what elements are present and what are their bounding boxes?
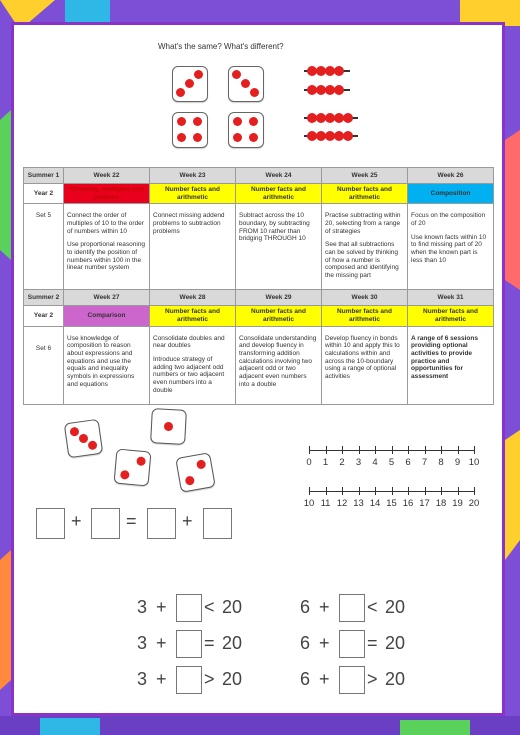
relation-symbol: < bbox=[204, 597, 215, 617]
number-line-tick bbox=[425, 487, 426, 495]
die-pip bbox=[164, 422, 173, 431]
number-line-tick bbox=[441, 446, 442, 454]
topic-cell: Number facts and arithmetic bbox=[408, 306, 494, 326]
die-pip bbox=[250, 88, 259, 97]
plus-sign: + bbox=[156, 633, 167, 653]
number-line-10-20 bbox=[303, 487, 480, 517]
bead bbox=[343, 131, 353, 141]
total: 20 bbox=[385, 669, 406, 689]
die-four bbox=[172, 112, 208, 148]
number-line-tick bbox=[474, 487, 475, 495]
number-line-tick bbox=[342, 446, 343, 454]
number-line-label: 17 bbox=[419, 498, 430, 509]
number-line-label: 3 bbox=[355, 457, 362, 468]
number-line-label: 19 bbox=[452, 498, 463, 509]
answer-box[interactable] bbox=[176, 630, 202, 658]
die-pip bbox=[233, 133, 242, 142]
bead bbox=[334, 85, 344, 95]
week-header: Week 25 bbox=[322, 168, 408, 184]
term-label: Summer 1 bbox=[24, 168, 64, 184]
table-row bbox=[24, 168, 494, 184]
week-header: Week 24 bbox=[236, 168, 322, 184]
term-label: Summer 2 bbox=[24, 290, 64, 306]
answer-box[interactable] bbox=[176, 594, 202, 622]
die-one bbox=[150, 408, 187, 445]
number-line-tick bbox=[326, 446, 327, 454]
week-header: Week 29 bbox=[236, 290, 322, 306]
die-two bbox=[114, 449, 152, 487]
cell-text: See that all subtractions can be solved by thinking of how a number is composed and identifying the missing part bbox=[325, 241, 399, 279]
relation-symbol: < bbox=[367, 597, 378, 617]
die-pip bbox=[87, 440, 97, 450]
number-line-label: 12 bbox=[336, 498, 348, 509]
cell-text: Consolidate understanding and develop fluency in transforming addition calculations involving two adjacent odd or two adjacent even numbers into a double bbox=[239, 334, 317, 388]
number-line-tick bbox=[408, 446, 409, 454]
cell-text: Develop fluency in bonds within 10 and apply this to calculations within and across the 10-boundary using a range of optional activities bbox=[325, 334, 400, 380]
number-line-tick bbox=[425, 446, 426, 454]
number-line-tick bbox=[392, 487, 393, 495]
number-line-tick bbox=[326, 487, 327, 495]
addend: 6 bbox=[300, 669, 311, 689]
number-line-label: 15 bbox=[386, 498, 397, 509]
cell-text: Subtract across the 10 boundary, by subtracting FROM 10 rather than bridging THROUGH 10 bbox=[239, 212, 310, 243]
question-text: What's the same? What's different? bbox=[158, 42, 284, 51]
number-line-label: 8 bbox=[438, 457, 444, 468]
cell-text: Focus on the composition of 20 bbox=[411, 212, 486, 227]
die-pip bbox=[232, 70, 241, 79]
table-row bbox=[24, 326, 494, 404]
die-pip bbox=[185, 79, 194, 88]
plus-sign: + bbox=[319, 669, 330, 689]
cell-text: Practise subtracting within 20, selecting from a range of strategies bbox=[325, 212, 401, 235]
answer-box[interactable] bbox=[203, 508, 232, 539]
topic-cell: Counting, multiples and patterns bbox=[64, 184, 150, 204]
topic-cell: Number facts and arithmetic bbox=[322, 306, 408, 326]
bead-string bbox=[304, 85, 350, 95]
total: 20 bbox=[385, 597, 406, 617]
answer-box[interactable] bbox=[339, 630, 365, 658]
number-line-tick bbox=[441, 487, 442, 495]
relation-symbol: = bbox=[204, 633, 215, 653]
die-pip bbox=[69, 427, 79, 437]
topic-cell: Number facts and arithmetic bbox=[150, 184, 236, 204]
number-line-0-10 bbox=[306, 446, 480, 476]
topic-cell: Composition bbox=[408, 184, 494, 204]
relation-symbol: > bbox=[367, 669, 378, 689]
die-pip bbox=[249, 117, 258, 126]
topic-cell: Number facts and arithmetic bbox=[236, 184, 322, 204]
addend: 3 bbox=[137, 669, 148, 689]
set-label: Set 6 bbox=[24, 326, 64, 404]
cell-text: Use knowledge of composition to reason about expressions and equations and use the equals and inequality symbols in expressions and equations bbox=[67, 334, 135, 388]
content-cell bbox=[150, 204, 236, 290]
week-header: Week 30 bbox=[322, 290, 408, 306]
set-label: Set 5 bbox=[24, 204, 64, 290]
number-line-tick bbox=[342, 487, 343, 495]
number-line-label: 20 bbox=[468, 498, 480, 509]
answer-box[interactable] bbox=[91, 508, 120, 539]
cell-text: A range of 6 sessions providing optional activities to provide practice and opportunities for assessment bbox=[411, 334, 478, 380]
year-label: Year 2 bbox=[24, 306, 64, 326]
bead-string bbox=[304, 66, 350, 76]
cell-text: Use known facts within 10 to find missing part of 20 when the known part is less than 10 bbox=[411, 233, 487, 264]
cell-text: Consolidate doubles and near doubles bbox=[153, 334, 225, 350]
content-cell bbox=[322, 204, 408, 290]
number-line-tick bbox=[458, 487, 459, 495]
relation-symbol: = bbox=[367, 633, 378, 653]
content-cell bbox=[408, 326, 494, 404]
curriculum-table bbox=[23, 167, 494, 405]
number-line-label: 11 bbox=[320, 498, 331, 509]
total: 20 bbox=[222, 633, 243, 653]
die-three bbox=[172, 66, 208, 102]
bead bbox=[343, 113, 353, 123]
content-cell bbox=[64, 204, 150, 290]
die-pip bbox=[241, 79, 250, 88]
number-line-label: 2 bbox=[339, 457, 345, 468]
cell-text: Use proportional reasoning to identify the position of numbers within 100 in the linear number system bbox=[67, 241, 146, 272]
number-line-tick bbox=[474, 446, 475, 454]
addend: 3 bbox=[137, 597, 148, 617]
die-pip bbox=[177, 117, 186, 126]
die-pip bbox=[185, 475, 195, 485]
die-pip bbox=[136, 456, 146, 466]
plus-sign: + bbox=[156, 597, 167, 617]
table-row bbox=[24, 306, 494, 326]
relation-symbol: > bbox=[204, 669, 215, 689]
die-pip bbox=[196, 459, 206, 469]
topic-cell: Number facts and arithmetic bbox=[322, 184, 408, 204]
content-cell bbox=[150, 326, 236, 404]
table-row bbox=[24, 184, 494, 204]
content-cell bbox=[64, 326, 150, 404]
number-line-label: 1 bbox=[322, 457, 329, 468]
plus-sign: + bbox=[156, 669, 167, 689]
week-header: Week 27 bbox=[64, 290, 150, 306]
plus-sign: + bbox=[319, 597, 330, 617]
number-line-label: 7 bbox=[421, 457, 428, 468]
answer-box[interactable] bbox=[36, 508, 65, 539]
number-line-label: 16 bbox=[402, 498, 414, 509]
content-cell bbox=[408, 204, 494, 290]
table-row bbox=[24, 290, 494, 306]
addend: 3 bbox=[137, 633, 148, 653]
total: 20 bbox=[385, 633, 406, 653]
number-line-tick bbox=[392, 446, 393, 454]
number-line-tick bbox=[375, 487, 376, 495]
number-line-label: 14 bbox=[369, 498, 381, 509]
die-pip bbox=[194, 70, 203, 79]
content-cell bbox=[236, 204, 322, 290]
die-two bbox=[175, 452, 216, 493]
number-line-label: 10 bbox=[468, 457, 480, 468]
bead bbox=[334, 66, 344, 76]
number-line-tick bbox=[309, 487, 310, 495]
week-header: Week 22 bbox=[64, 168, 150, 184]
total: 20 bbox=[222, 597, 243, 617]
answer-box[interactable] bbox=[176, 666, 202, 694]
number-line-label: 18 bbox=[435, 498, 447, 509]
addend: 6 bbox=[300, 633, 311, 653]
cell-text: Introduce strategy of adding two adjacent odd numbers or two adjacent even numbers into a double bbox=[153, 355, 225, 394]
answer-box[interactable] bbox=[147, 508, 176, 539]
content-cell bbox=[322, 326, 408, 404]
year-label: Year 2 bbox=[24, 184, 64, 204]
number-line-label: 4 bbox=[372, 457, 378, 468]
plus-sign: + bbox=[319, 633, 330, 653]
die-three bbox=[64, 419, 104, 459]
number-line-tick bbox=[458, 446, 459, 454]
topic-cell: Comparison bbox=[64, 306, 150, 326]
cell-text: Connect missing addend problems to subtraction problems bbox=[153, 212, 225, 235]
answer-box[interactable] bbox=[339, 594, 365, 622]
content-cell bbox=[236, 326, 322, 404]
number-line-label: 9 bbox=[454, 457, 461, 468]
answer-box[interactable] bbox=[339, 666, 365, 694]
number-line-tick bbox=[359, 446, 360, 454]
die-pip bbox=[177, 133, 186, 142]
number-line-tick bbox=[375, 446, 376, 454]
die-four bbox=[228, 112, 264, 148]
die-pip bbox=[193, 117, 202, 126]
die-pip bbox=[193, 133, 202, 142]
total: 20 bbox=[222, 669, 243, 689]
number-line-label: 0 bbox=[306, 457, 312, 468]
week-header: Week 28 bbox=[150, 290, 236, 306]
addend: 6 bbox=[300, 597, 311, 617]
die-pip bbox=[120, 470, 130, 480]
die-pip bbox=[78, 433, 88, 443]
topic-cell: Number facts and arithmetic bbox=[150, 306, 236, 326]
table-row bbox=[24, 204, 494, 290]
plus-sign: + bbox=[71, 511, 82, 531]
week-header: Week 26 bbox=[408, 168, 494, 184]
week-header: Week 23 bbox=[150, 168, 236, 184]
week-header: Week 31 bbox=[408, 290, 494, 306]
die-pip bbox=[249, 133, 258, 142]
topic-cell: Number facts and arithmetic bbox=[236, 306, 322, 326]
number-line-label: 6 bbox=[405, 457, 411, 468]
die-pip bbox=[176, 88, 185, 97]
number-line-tick bbox=[408, 487, 409, 495]
die-pip bbox=[233, 117, 242, 126]
equals-sign: = bbox=[126, 511, 137, 531]
bead-string bbox=[304, 113, 358, 123]
number-line-tick bbox=[359, 487, 360, 495]
die-three bbox=[228, 66, 264, 102]
number-line-tick bbox=[309, 446, 310, 454]
number-line-label: 10 bbox=[303, 498, 315, 509]
plus-sign: + bbox=[182, 511, 193, 531]
bead-string bbox=[304, 131, 358, 141]
cell-text: Connect the order of multiples of 10 to the order of numbers within 10 bbox=[67, 212, 144, 235]
number-line-label: 13 bbox=[353, 498, 364, 509]
number-line-label: 5 bbox=[388, 457, 395, 468]
